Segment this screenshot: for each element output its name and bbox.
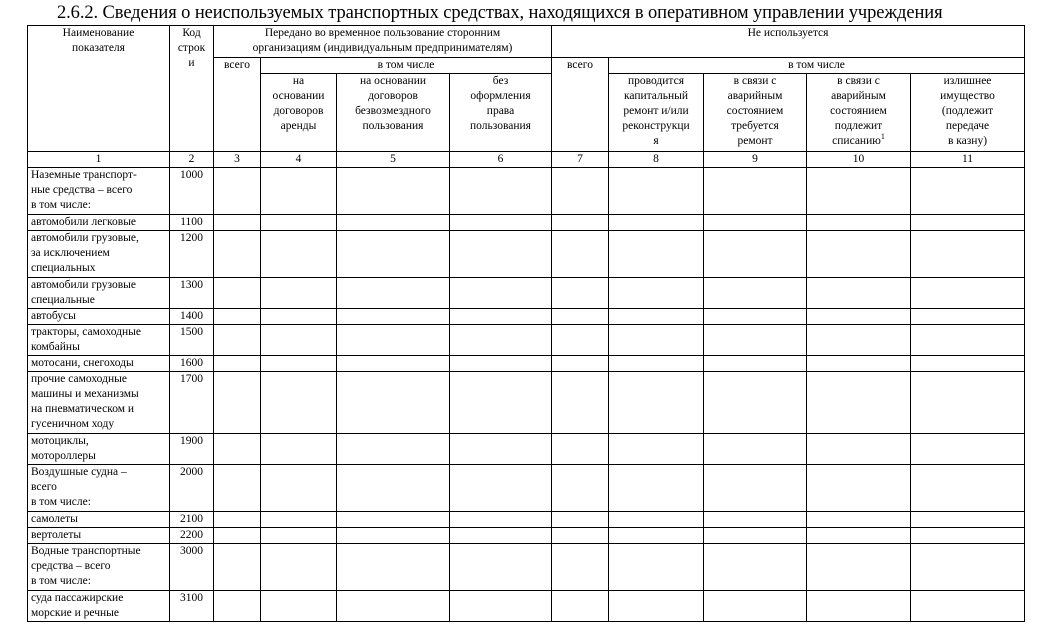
table-row (28, 215, 1025, 231)
value-cell[interactable] (609, 168, 704, 215)
column-number: 11 (911, 152, 1025, 168)
value-cell[interactable] (214, 434, 261, 465)
value-cell[interactable] (337, 528, 450, 544)
value-cell[interactable] (807, 356, 911, 372)
value-cell[interactable] (214, 309, 261, 325)
value-cell[interactable] (552, 434, 609, 465)
value-cell[interactable] (214, 512, 261, 528)
value-cell[interactable] (704, 325, 807, 356)
value-cell[interactable] (337, 591, 450, 622)
value-cell[interactable] (911, 434, 1025, 465)
value-cell[interactable] (911, 278, 1025, 309)
row-name: автомобили легковые (28, 215, 170, 231)
value-cell[interactable] (704, 168, 807, 215)
column-number: 2 (170, 152, 214, 168)
table-row (28, 591, 1025, 622)
header-transferred-total: всего (214, 58, 261, 152)
value-cell[interactable] (704, 231, 807, 278)
table-body (28, 168, 1025, 622)
column-number: 3 (214, 152, 261, 168)
value-cell[interactable] (807, 215, 911, 231)
table-row (28, 356, 1025, 372)
row-code: 1900 (170, 434, 214, 465)
value-cell[interactable] (911, 528, 1025, 544)
header-code: Код строк и (170, 26, 214, 152)
value-cell[interactable] (807, 591, 911, 622)
value-cell[interactable] (911, 215, 1025, 231)
value-cell[interactable] (261, 231, 337, 278)
value-cell[interactable] (337, 356, 450, 372)
value-cell[interactable] (552, 512, 609, 528)
value-cell[interactable] (337, 544, 450, 591)
value-cell[interactable] (337, 309, 450, 325)
value-cell[interactable] (911, 544, 1025, 591)
value-cell[interactable] (911, 591, 1025, 622)
value-cell[interactable] (807, 528, 911, 544)
table-row (28, 372, 1025, 434)
value-cell[interactable] (704, 278, 807, 309)
header-repair: проводится капитальный ремонт и/или реконструкци я (609, 74, 704, 152)
vehicles-table (27, 25, 1025, 622)
value-cell[interactable] (552, 215, 609, 231)
row-code: 1300 (170, 278, 214, 309)
table-row (28, 168, 1025, 215)
header-transferred-including: в том числе (261, 58, 552, 74)
value-cell[interactable] (911, 231, 1025, 278)
row-name: Водные транспортные средства – всего в том числе: (28, 544, 170, 591)
value-cell[interactable] (911, 512, 1025, 528)
column-number: 10 (807, 152, 911, 168)
value-cell[interactable] (807, 231, 911, 278)
header-not-used-including: в том числе (609, 58, 1025, 74)
value-cell[interactable] (214, 372, 261, 434)
value-cell[interactable] (337, 231, 450, 278)
value-cell[interactable] (552, 168, 609, 215)
value-cell[interactable] (911, 309, 1025, 325)
value-cell[interactable] (552, 591, 609, 622)
header-name: Наименование показателя (28, 26, 170, 152)
value-cell[interactable] (337, 512, 450, 528)
row-name: суда пассажирские морские и речные (28, 591, 170, 622)
row-code: 1600 (170, 356, 214, 372)
value-cell[interactable] (450, 512, 552, 528)
value-cell[interactable] (214, 591, 261, 622)
value-cell[interactable] (704, 591, 807, 622)
value-cell[interactable] (609, 544, 704, 591)
column-number: 5 (337, 152, 450, 168)
column-numbers-row (28, 152, 1025, 168)
row-name: тракторы, самоходные комбайны (28, 325, 170, 356)
value-cell[interactable] (552, 465, 609, 512)
value-cell[interactable] (609, 512, 704, 528)
table-row (28, 544, 1025, 591)
row-name: мотосани, снегоходы (28, 356, 170, 372)
value-cell[interactable] (609, 434, 704, 465)
value-cell[interactable] (337, 168, 450, 215)
value-cell[interactable] (261, 544, 337, 591)
table-row (28, 325, 1025, 356)
row-name: автомобили грузовые специальные (28, 278, 170, 309)
row-code: 3100 (170, 591, 214, 622)
value-cell[interactable] (807, 434, 911, 465)
column-number: 6 (450, 152, 552, 168)
value-cell[interactable] (337, 465, 450, 512)
value-cell[interactable] (337, 372, 450, 434)
value-cell[interactable] (214, 278, 261, 309)
value-cell[interactable] (911, 356, 1025, 372)
row-code: 1500 (170, 325, 214, 356)
value-cell[interactable] (450, 372, 552, 434)
value-cell[interactable] (704, 434, 807, 465)
value-cell[interactable] (609, 309, 704, 325)
value-cell[interactable] (450, 325, 552, 356)
value-cell[interactable] (337, 215, 450, 231)
value-cell[interactable] (911, 168, 1025, 215)
row-name: Наземные транспорт- ные средства – всего в том числе: (28, 168, 170, 215)
row-code: 2000 (170, 465, 214, 512)
value-cell[interactable] (807, 325, 911, 356)
value-cell[interactable] (450, 434, 552, 465)
value-cell[interactable] (450, 528, 552, 544)
column-number: 1 (28, 152, 170, 168)
value-cell[interactable] (911, 372, 1025, 434)
value-cell[interactable] (807, 278, 911, 309)
value-cell[interactable] (609, 356, 704, 372)
table-row (28, 278, 1025, 309)
value-cell[interactable] (552, 356, 609, 372)
value-cell[interactable] (552, 544, 609, 591)
row-code: 1700 (170, 372, 214, 434)
value-cell[interactable] (807, 544, 911, 591)
value-cell[interactable] (214, 528, 261, 544)
value-cell[interactable] (609, 591, 704, 622)
value-cell[interactable] (450, 309, 552, 325)
value-cell[interactable] (704, 309, 807, 325)
value-cell[interactable] (214, 215, 261, 231)
value-cell[interactable] (552, 231, 609, 278)
value-cell[interactable] (214, 231, 261, 278)
value-cell[interactable] (552, 325, 609, 356)
row-name: прочие самоходные машины и механизмы на пневматическом и гусеничном ходу (28, 372, 170, 434)
value-cell[interactable] (911, 325, 1025, 356)
value-cell[interactable] (261, 528, 337, 544)
value-cell[interactable] (450, 168, 552, 215)
value-cell[interactable] (337, 278, 450, 309)
value-cell[interactable] (337, 434, 450, 465)
header-not-used-total: всего (552, 58, 609, 152)
value-cell[interactable] (552, 372, 609, 434)
value-cell[interactable] (450, 231, 552, 278)
value-cell[interactable] (261, 278, 337, 309)
header-free-use: на основании договоров безвозмездного пользования (337, 74, 450, 152)
value-cell[interactable] (552, 528, 609, 544)
header-writeoff-text: в связи с аварийным состоянием подлежит списанию (830, 75, 887, 147)
page-title: 2.6.2. Сведения о неиспользуемых транспортных средствах, находящихся в оперативном управлении учреждения (57, 3, 943, 23)
value-cell[interactable] (609, 231, 704, 278)
value-cell[interactable] (261, 215, 337, 231)
row-code: 2100 (170, 512, 214, 528)
value-cell[interactable] (704, 512, 807, 528)
value-cell[interactable] (704, 528, 807, 544)
table-row (28, 512, 1025, 528)
value-cell[interactable] (807, 309, 911, 325)
row-code: 1000 (170, 168, 214, 215)
value-cell[interactable] (704, 372, 807, 434)
value-cell[interactable] (704, 544, 807, 591)
value-cell[interactable] (807, 168, 911, 215)
row-code: 1400 (170, 309, 214, 325)
value-cell[interactable] (450, 278, 552, 309)
value-cell[interactable] (450, 215, 552, 231)
table-row (28, 434, 1025, 465)
header-writeoff (807, 74, 911, 152)
header-rent: на основании договоров аренды (261, 74, 337, 152)
value-cell[interactable] (261, 168, 337, 215)
value-cell[interactable] (807, 512, 911, 528)
row-name: мотоциклы, мотороллеры (28, 434, 170, 465)
column-number: 8 (609, 152, 704, 168)
header-transferred-group: Передано во временное пользование сторонним организациям (индивидуальным предпринимателям) (214, 26, 552, 58)
value-cell[interactable] (609, 372, 704, 434)
header-not-used-group: Не используется (552, 26, 1025, 58)
value-cell[interactable] (807, 465, 911, 512)
value-cell[interactable] (609, 325, 704, 356)
value-cell[interactable] (214, 544, 261, 591)
column-number: 9 (704, 152, 807, 168)
footnote-marker: 1 (880, 132, 885, 142)
value-cell[interactable] (450, 544, 552, 591)
table-row (28, 528, 1025, 544)
value-cell[interactable] (552, 309, 609, 325)
row-name: автомобили грузовые, за исключением специальных (28, 231, 170, 278)
row-code: 1100 (170, 215, 214, 231)
table-row (28, 231, 1025, 278)
row-name: вертолеты (28, 528, 170, 544)
table-row (28, 309, 1025, 325)
value-cell[interactable] (911, 465, 1025, 512)
table-row (28, 465, 1025, 512)
row-name: самолеты (28, 512, 170, 528)
value-cell[interactable] (261, 512, 337, 528)
header-emergency-repair: в связи с аварийным состоянием требуется ремонт (704, 74, 807, 152)
value-cell[interactable] (261, 591, 337, 622)
value-cell[interactable] (450, 356, 552, 372)
value-cell[interactable] (261, 465, 337, 512)
value-cell[interactable] (214, 356, 261, 372)
value-cell[interactable] (214, 465, 261, 512)
value-cell[interactable] (704, 356, 807, 372)
value-cell[interactable] (552, 278, 609, 309)
header-surplus: излишнее имущество (подлежит передаче в казну) (911, 74, 1025, 152)
row-name: Воздушные судна – всего в том числе: (28, 465, 170, 512)
column-number: 7 (552, 152, 609, 168)
row-code: 1200 (170, 231, 214, 278)
row-name: автобусы (28, 309, 170, 325)
row-code: 2200 (170, 528, 214, 544)
value-cell[interactable] (337, 325, 450, 356)
header-no-formalization: без оформления права пользования (450, 74, 552, 152)
value-cell[interactable] (609, 215, 704, 231)
value-cell[interactable] (261, 434, 337, 465)
value-cell[interactable] (450, 465, 552, 512)
value-cell[interactable] (704, 215, 807, 231)
row-code: 3000 (170, 544, 214, 591)
value-cell[interactable] (261, 309, 337, 325)
value-cell[interactable] (214, 168, 261, 215)
value-cell[interactable] (704, 465, 807, 512)
value-cell[interactable] (261, 356, 337, 372)
value-cell[interactable] (609, 528, 704, 544)
value-cell[interactable] (807, 372, 911, 434)
column-number: 4 (261, 152, 337, 168)
value-cell[interactable] (450, 591, 552, 622)
value-cell[interactable] (261, 372, 337, 434)
value-cell[interactable] (609, 278, 704, 309)
value-cell[interactable] (214, 325, 261, 356)
value-cell[interactable] (261, 325, 337, 356)
value-cell[interactable] (609, 465, 704, 512)
